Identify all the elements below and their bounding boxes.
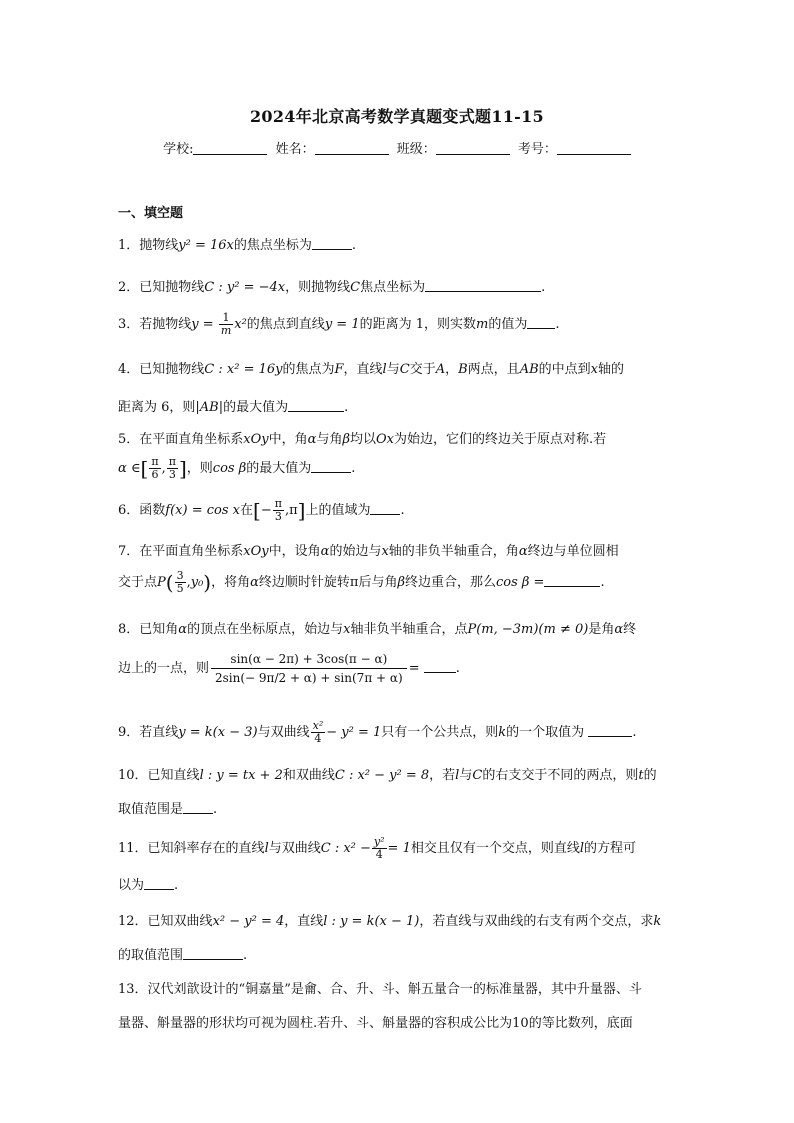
question-2: 2．已知抛物线C : y² = −4x，则抛物线C焦点坐标为 . <box>118 280 546 295</box>
exam-number-blank[interactable] <box>557 141 631 155</box>
answer-blank[interactable] <box>424 660 456 673</box>
answer-blank[interactable] <box>183 947 243 960</box>
fraction: $\frac{\pi}{3}$ <box>168 455 176 481</box>
question-11: 11．已知斜率存在的直线l与双曲线C : x² − $\frac{\text{y²}}{4}$ = 1相交且仅有一个交点，则直线l的方程可 <box>118 835 637 861</box>
exam-number-label: 考号： <box>517 142 557 157</box>
answer-blank[interactable] <box>183 801 213 814</box>
question-13-line-2: 量器、斛量器的形状均可视为圆柱.若升、斗、斛量器的容积成公比为10的等比数列，底面 <box>118 1016 633 1031</box>
name-label: 姓名： <box>275 142 315 157</box>
question-12-line-2: 的取值范围 . <box>118 948 248 963</box>
answer-blank[interactable] <box>144 877 174 890</box>
class-label: 班级： <box>396 142 436 157</box>
name-blank[interactable] <box>315 141 389 155</box>
answer-blank[interactable] <box>588 724 632 737</box>
question-13: 13．汉代刘歆设计的“铜嘉量”是龠、合、升、斗、斛五量合一的标准量器，其中升量器、斗 <box>118 982 642 997</box>
question-3: 3．若抛物线y = $\frac{1}{m}$ x²的焦点到直线y = 1的距离为 1，则实数m的值为 . <box>118 311 560 337</box>
question-12: 12．已知双曲线x² − y² = 4，直线l : y = k(x − 1)，若直线与双曲线的右支有两个交点，求k <box>118 914 662 929</box>
school-blank[interactable] <box>193 141 267 155</box>
question-1: 1．抛物线y² = 16x的焦点坐标为 . <box>118 238 357 253</box>
question-10-line-2: 取值范围是 . <box>118 802 218 817</box>
question-11-line-2: 以为 . <box>118 878 179 893</box>
fraction: $\frac{\text{y²}}{4}$ <box>373 835 385 861</box>
question-5: 5．在平面直角坐标系xOy中，角α与角β均以Ox为始边，它们的终边关于原点对称.若 <box>118 432 607 447</box>
answer-blank[interactable] <box>370 502 400 515</box>
question-8-line-2: 边上的一点，则 $\frac{\sin(\alpha - 2\pi) + 3\cos(\pi - \alpha)}{2\sin(- 9\pi/2 + \alpha) + \sin(7\pi + \alpha)}$ = . <box>118 652 460 685</box>
answer-blank[interactable] <box>425 279 541 292</box>
question-5-line-2: α ∈[ $\frac{\pi}{6}$ , $\frac{\pi}{3}$ ]，则cos β的最大值为 . <box>118 455 356 481</box>
question-8: 8．已知角α的顶点在坐标原点，始边与x轴非负半轴重合，点P(m, −3m)(m ≠ 0)是角α终 <box>118 622 637 637</box>
question-4: 4．已知抛物线C : x² = 16y的焦点为F，直线l与C交于A，B两点，且AB的中点到x轴的 <box>118 362 625 377</box>
fraction: $\frac{\sin(\alpha - 2\pi) + 3\cos(\pi - \alpha)}{2\sin(- 9\pi/2 + \alpha) + \sin(7\pi + \alpha)}$ <box>211 652 407 685</box>
answer-blank[interactable] <box>288 399 344 412</box>
question-4-line-2: 距离为 6，则|AB|的最大值为 . <box>118 400 349 415</box>
question-7: 7．在平面直角坐标系xOy中，设角α的始边与x轴的非负半轴重合，角α终边与单位圆相 <box>118 544 619 559</box>
fraction: $\frac{\pi}{3}$ <box>274 497 282 523</box>
fraction: $\frac{\pi}{6}$ <box>151 455 159 481</box>
question-10: 10．已知直线l : y = tx + 2和双曲线C : x² − y² = 8，若l与C的右支交于不同的两点，则t的 <box>118 768 657 783</box>
page-title: 2024年北京高考数学真题变式题11-15 <box>249 107 544 126</box>
answer-blank[interactable] <box>311 460 351 473</box>
answer-blank[interactable] <box>544 574 600 587</box>
fraction: $\frac{\text{x²}}{4}$ <box>312 719 324 745</box>
fraction: $\frac{1}{m}$ <box>220 311 232 337</box>
question-9: 9．若直线y = k(x − 3)与双曲线 $\frac{\text{x²}}{4}$ − y² = 1只有一个公共点，则k的一个取值为 . <box>118 719 637 745</box>
class-blank[interactable] <box>436 141 510 155</box>
question-7-line-2: 交于点P( $\frac{3}{5}$ ,y₀)，将角α终边顺时针旋转π后与角β终边重合，那么cos β = . <box>118 569 605 595</box>
student-info-row <box>0 138 794 157</box>
answer-blank[interactable] <box>527 316 555 329</box>
section-heading: 一、填空题 <box>118 206 184 221</box>
fraction: $\frac{3}{5}$ <box>176 569 184 595</box>
question-6: 6．函数f(x) = cos x在[− $\frac{\pi}{3}$ ,π]上的值域为 . <box>118 497 405 523</box>
answer-blank[interactable] <box>312 237 352 250</box>
school-label: 学校: <box>163 142 194 157</box>
